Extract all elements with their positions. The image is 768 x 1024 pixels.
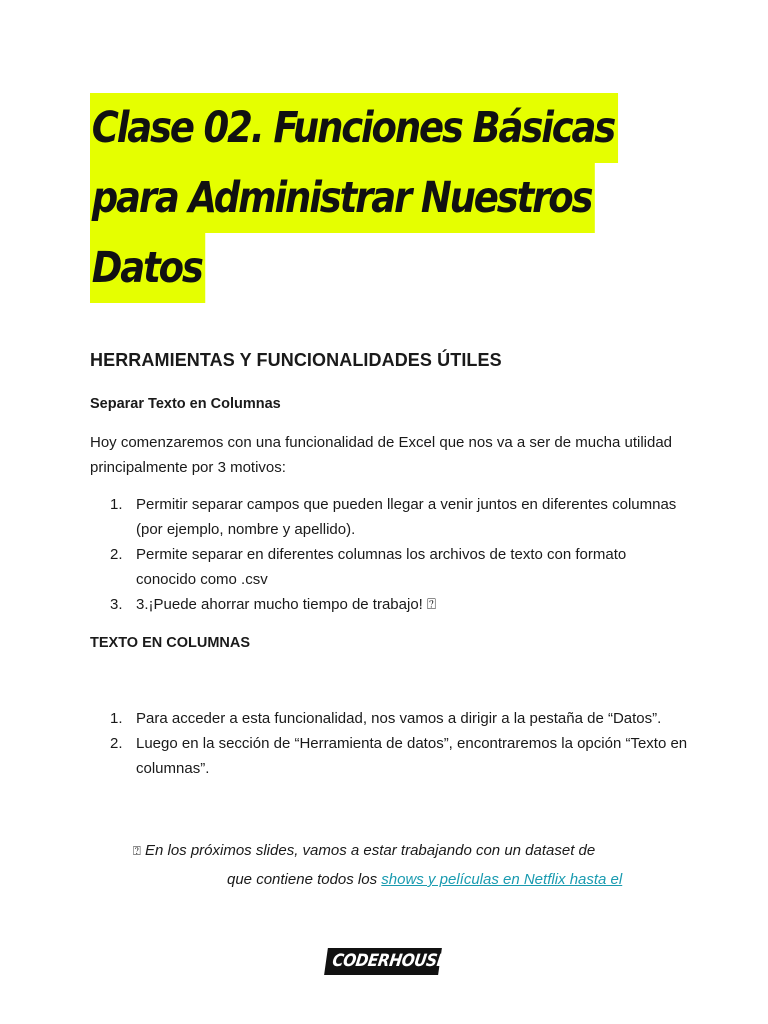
list-item [90, 706, 690, 731]
note-line-2 [133, 865, 673, 894]
list-item-text: Permitir separar campos que pueden llegar a venir juntos en diferentes columnas (por ejemplo, nombre y apellido). [136, 496, 677, 538]
list-number: 3. [110, 596, 123, 613]
list-number: 2. [110, 735, 123, 752]
list-item [90, 592, 690, 617]
netflix-dataset-link[interactable]: shows y películas en Netflix hasta el [381, 871, 623, 888]
note-line-2-text: que contiene todos los [227, 871, 382, 888]
steps-list [90, 706, 690, 781]
note-line-1 [133, 842, 595, 859]
list-number: 2. [110, 546, 123, 563]
list-item [90, 731, 690, 781]
list-item-text: Luego en la sección de “Herramienta de datos”, encontraremos la opción “Texto en columnas”. [136, 735, 688, 777]
missing-glyph-icon: ⍰ [133, 843, 141, 858]
title-line-3: Datos [90, 233, 205, 303]
list-item [90, 492, 690, 542]
logo-text: CODERHOUSE [331, 951, 449, 971]
intro-paragraph: Hoy comenzaremos con una funcionalidad de Excel que nos va a ser de mucha utilidad principalmente por 3 motivos: [90, 434, 673, 476]
note-paragraph [133, 836, 673, 894]
texto-columnas-heading: TEXTO EN COLUMNAS [90, 635, 251, 651]
list-number: 1. [110, 496, 123, 513]
title-line-2: para Administrar Nuestros [90, 163, 595, 233]
section-subheading: Separar Texto en Columnas [90, 396, 281, 412]
page-title [90, 93, 704, 303]
list-item-text: Permite separar en diferentes columnas los archivos de texto con formato conocido como .csv [136, 546, 627, 588]
list-item-text: Para acceder a esta funcionalidad, nos vamos a dirigir a la pestaña de “Datos”. [136, 710, 662, 727]
list-item [90, 542, 690, 592]
title-line-1: Clase 02. Funciones Básicas [90, 93, 618, 163]
section-heading: HERRAMIENTAS Y FUNCIONALIDADES ÚTILES [90, 350, 502, 370]
coderhouse-logo [324, 948, 449, 975]
list-item-text: 3.¡Puede ahorrar mucho tiempo de trabajo! ⍰ [136, 596, 436, 613]
note-line-1-text: En los próximos slides, vamos a estar trabajando con un dataset de [140, 842, 596, 859]
list-number: 1. [110, 710, 123, 727]
reasons-list [90, 492, 690, 617]
